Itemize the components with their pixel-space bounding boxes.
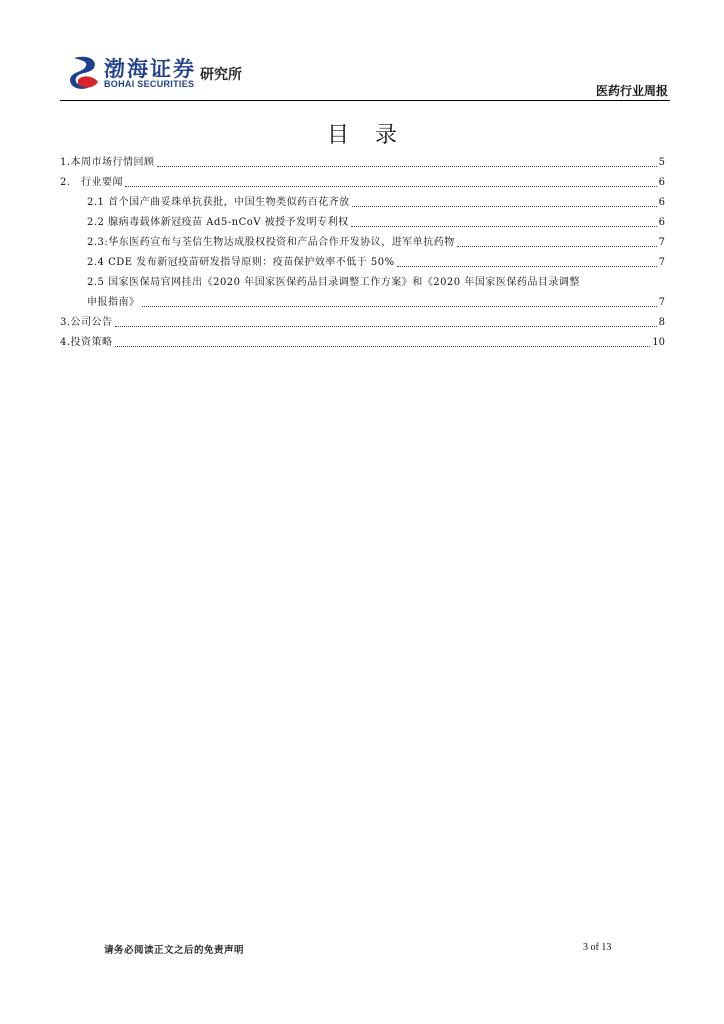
toc-entry-page: 7 <box>658 237 665 248</box>
brand-name-en: BOHAI SECURITIES <box>104 79 195 89</box>
bohai-logo-icon <box>68 54 102 92</box>
toc-entry-page: 7 <box>658 257 665 268</box>
toc-entry-text: 2.1 首个国产曲妥珠单抗获批，中国生物类似药百花齐放 <box>87 197 350 208</box>
toc-entry-text: 2.3:华东医药宣布与荃信生物达成股权投资和产品合作开发协议，进军单抗药物 <box>87 237 455 248</box>
toc-title: 目录 <box>326 123 423 148</box>
table-of-contents <box>60 153 665 353</box>
toc-entry[interactable] <box>60 173 665 193</box>
toc-leader <box>351 226 657 227</box>
toc-entry-page: 6 <box>658 217 665 228</box>
toc-entry-page: 8 <box>658 317 665 328</box>
toc-entry-text: 2. 行业要闻 <box>60 177 124 188</box>
brand-name-cn: 渤海证券 <box>104 57 196 81</box>
toc-entry[interactable] <box>60 233 665 253</box>
toc-entry-text: 2.2 腺病毒载体新冠疫苗 Ad5-nCoV 被授予发明专利权 <box>87 217 349 228</box>
toc-leader <box>125 186 657 187</box>
toc-entry[interactable] <box>60 193 665 213</box>
toc-leader <box>457 246 657 247</box>
toc-entry-page: 7 <box>658 297 665 308</box>
report-type: 医药行业周报 <box>595 84 668 98</box>
toc-leader <box>352 206 657 207</box>
page-footer <box>0 942 724 958</box>
toc-entry-text-continued: 申报指南》 <box>87 297 140 308</box>
toc-entry-page: 6 <box>658 177 665 188</box>
toc-entry[interactable] <box>60 253 665 273</box>
header-divider <box>60 100 670 101</box>
toc-entry-text: 2.5 国家医保局官网挂出《2020 年国家医保药品目录调整工作方案》和《2020 年国家医保药品目录调整 <box>87 277 580 288</box>
toc-leader <box>142 306 657 307</box>
toc-entry[interactable] <box>60 213 665 233</box>
toc-entry-multiline[interactable] <box>60 273 665 313</box>
toc-entry-text: 3.公司公告 <box>60 317 113 328</box>
toc-leader <box>157 166 657 167</box>
institute-label: 研究所 <box>200 67 242 83</box>
toc-entry[interactable] <box>60 313 665 333</box>
toc-leader <box>397 266 657 267</box>
toc-entry-page: 6 <box>658 197 665 208</box>
disclaimer-text: 请务必阅读正文之后的免责声明 <box>104 945 245 956</box>
page-number: 3 of 13 <box>583 942 612 953</box>
page-header <box>60 50 670 100</box>
toc-entry[interactable] <box>60 153 665 173</box>
toc-leader <box>115 346 651 347</box>
toc-leader <box>115 326 657 327</box>
toc-entry-text: 4.投资策略 <box>60 337 113 348</box>
toc-entry-page: 10 <box>652 337 665 348</box>
toc-entry-text: 1.本周市场行情回顾 <box>60 157 155 168</box>
toc-entry-text: 2.4 CDE 发布新冠疫苗研发指导原则：疫苗保护效率不低于 50% <box>87 257 395 268</box>
toc-entry[interactable] <box>60 333 665 353</box>
toc-entry-page: 5 <box>658 157 665 168</box>
